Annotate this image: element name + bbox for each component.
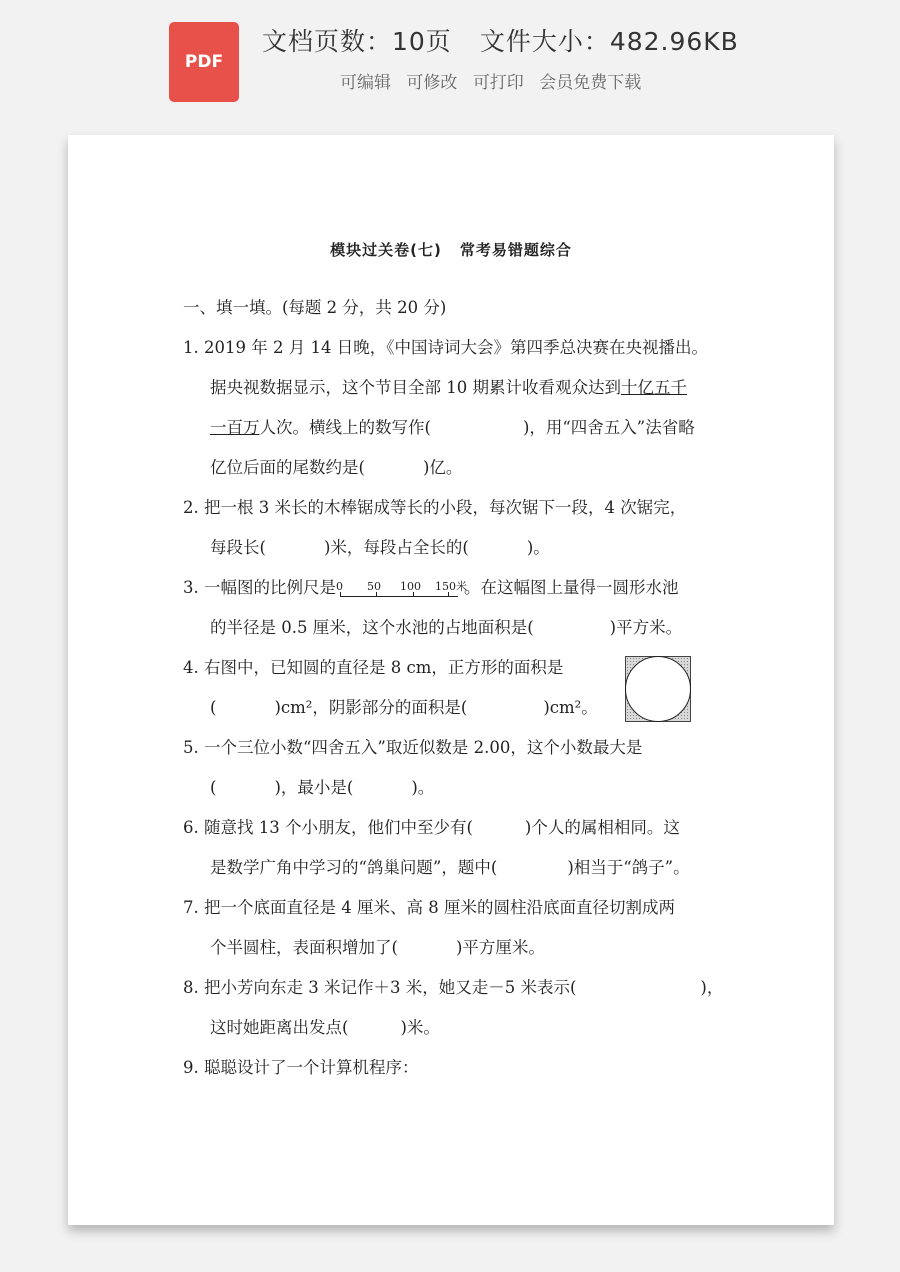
q8-line2 — [210, 1018, 440, 1038]
q5-line1: 5. 一个三位小数“四舍五入”取近似数是 2.00，这个小数最大是 — [183, 738, 643, 757]
file-size: 文件大小：482.96KB — [479, 27, 739, 56]
q6-line2 — [210, 858, 690, 878]
q4-line2 — [210, 698, 598, 718]
section-heading: 一、填一填。(每题 2 分，共 20 分) — [183, 298, 447, 317]
q5-line2 — [210, 778, 434, 798]
q1-text: 亿位后面的尾数约是( — [210, 458, 365, 477]
document-page — [68, 135, 834, 1225]
feature-list — [340, 68, 651, 93]
scale-label: 0 — [336, 579, 343, 593]
feature-modifiable: 可修改 — [406, 73, 458, 93]
q9-line1: 9. 聪聪设计了一个计算机程序： — [183, 1058, 419, 1077]
exam-title — [68, 239, 834, 260]
feature-printable: 可打印 — [472, 73, 524, 93]
exam-title-main: 模块过关卷(七) — [330, 241, 442, 259]
q1-line3 — [210, 418, 695, 438]
pdf-icon-label: PDF — [184, 52, 224, 72]
scale-label: 100 — [400, 579, 421, 593]
q1-line2 — [210, 378, 687, 398]
scale-label: 50 — [367, 579, 381, 593]
q1-text: 人次。横线上的数写作( — [259, 418, 431, 437]
q1-line1: 1. 2019 年 2 月 14 日晚，《中国诗词大会》第四季总决赛在央视播出。 — [183, 338, 708, 357]
q5-text: ( — [210, 778, 217, 797]
q4-line1: 4. 右图中，已知圆的直径是 8 cm，正方形的面积是 — [183, 658, 564, 677]
q4-text: ( — [210, 698, 217, 717]
q6-text: 是数学广角中学习的“鸽巢问题”，题中( — [210, 858, 498, 877]
scale-bar — [336, 579, 467, 599]
q2-line1: 2. 把一根 3 米长的木棒锯成等长的小段，每次锯下一段，4 次锯完， — [183, 498, 687, 517]
page-count: 文档页数：10页 — [262, 27, 452, 56]
q3-text: 。在这幅图上量得一圆形水池 — [464, 578, 679, 597]
square-with-circle-figure — [625, 656, 691, 722]
q2-text: )米，每段占全长的( — [323, 538, 469, 557]
q7-text: 个半圆柱，表面积增加了( — [210, 938, 398, 957]
inscribed-circle — [625, 656, 691, 722]
scale-label: 150米 — [435, 579, 467, 593]
q4-text: )cm²。 — [543, 698, 598, 717]
q3-text: 3. 一幅图的比例尺是 — [183, 578, 336, 597]
q7-text: )平方厘米。 — [455, 938, 545, 957]
q7-line1: 7. 把一个底面直径是 4 厘米、高 8 厘米的圆柱沿底面直径切割成两 — [183, 898, 675, 917]
q2-text: 每段长( — [210, 538, 266, 557]
q6-text: 6. 随意找 13 个小朋友，他们中至少有( — [183, 818, 473, 837]
q1-text: )，用“四舍五入”法省略 — [522, 418, 695, 437]
pdf-file-icon — [169, 22, 239, 102]
page-header — [0, 0, 900, 130]
q1-text: )亿。 — [422, 458, 463, 477]
q8-text: )， — [700, 978, 724, 997]
q3-line1 — [183, 578, 679, 599]
q3-line2 — [210, 618, 682, 638]
q6-line1 — [183, 818, 680, 838]
q8-text: )米。 — [400, 1018, 440, 1037]
q5-text: )。 — [411, 778, 435, 797]
q8-text: 这时她距离出发点( — [210, 1018, 349, 1037]
feature-editable: 可编辑 — [340, 73, 391, 93]
q1-underlined-number: 十亿五千 — [621, 378, 687, 397]
q7-line2 — [210, 938, 545, 958]
q5-text: )，最小是( — [274, 778, 354, 797]
q2-text: )。 — [526, 538, 550, 557]
feature-free-download: 会员免费下载 — [539, 73, 642, 93]
q3-text: 的半径是 0.5 厘米，这个水池的占地面积是( — [210, 618, 534, 637]
q2-line2 — [210, 538, 550, 558]
q8-text: 8. 把小芳向东走 3 米记作＋3 米，她又走－5 米表示( — [183, 978, 577, 997]
q6-text: )个人的属相相同。这 — [524, 818, 680, 837]
document-meta — [262, 22, 739, 58]
q1-underlined-number-cont: 一百万 — [210, 418, 260, 437]
q6-text: )相当于“鸽子”。 — [567, 858, 690, 877]
q8-line1 — [183, 978, 723, 998]
q4-text: )cm²，阴影部分的面积是( — [274, 698, 468, 717]
q1-line4 — [210, 458, 462, 478]
q3-text: )平方米。 — [609, 618, 683, 637]
exam-title-sub: 常考易错题综合 — [459, 241, 572, 259]
q1-text: 据央视数据显示，这个节目全部 10 期累计收看观众达到 — [210, 378, 621, 397]
